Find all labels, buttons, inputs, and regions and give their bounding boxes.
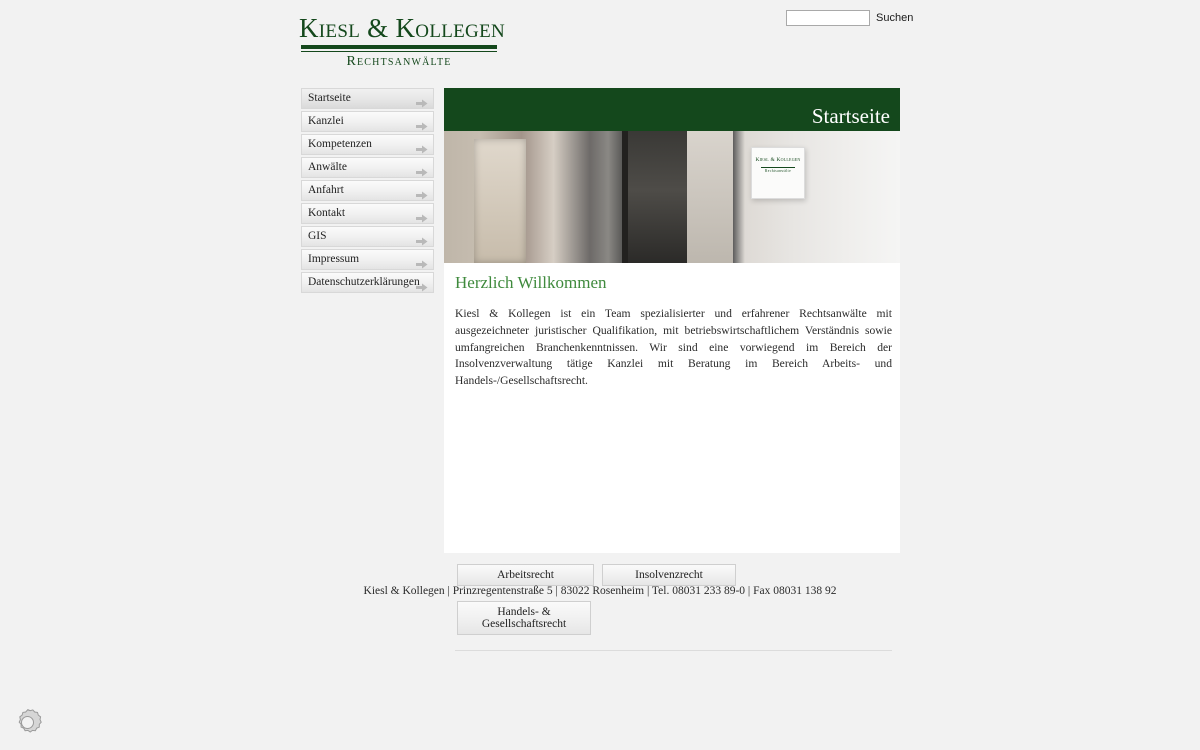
arrow-right-icon (416, 95, 428, 104)
button-insolvenzrecht[interactable]: Insolvenzrecht (602, 564, 736, 586)
arrow-right-icon (416, 279, 428, 288)
arrow-right-icon (416, 256, 428, 265)
search-button[interactable]: Suchen (876, 12, 914, 24)
sidebar-item-label: GIS (308, 230, 327, 242)
cookie-settings-icon[interactable] (12, 707, 43, 738)
logo-primary-text: Kiesl & Kollegen (299, 13, 505, 43)
search-area (786, 10, 913, 26)
arrow-right-icon (416, 118, 428, 127)
button-handels-gesellschaftsrecht[interactable]: Handels- & Gesellschaftsrecht (457, 601, 591, 635)
button-arbeitsrecht[interactable]: Arbeitsrecht (457, 564, 594, 586)
sidebar-item-label: Kontakt (308, 207, 346, 219)
hero-office-sign (751, 147, 805, 199)
sidebar-item-impressum[interactable] (301, 249, 434, 270)
sidebar-item-kanzlei[interactable] (301, 111, 434, 132)
hero-image (444, 131, 900, 263)
sidebar-item-label: Startseite (308, 92, 351, 104)
logo-rule-thick (301, 45, 497, 49)
sidebar-item-anfahrt[interactable] (301, 180, 434, 201)
site-header (0, 0, 1200, 72)
intro-paragraph: Kiesl & Kollegen ist ein Team spezialisierter und erfahrener Rechtsanwälte mit ausgezeichneter juristischer Qualifikation, mit betriebswirtschaftlichem Verständnis sowie umfangreichen Branchenkenntnissen. Wir sind eine vorwiegend im Bereich der Insolvenzverwaltung tätige Kanzlei mit Beratung im Bereich Arbeits- und Handels-/Gesellschaftsrecht. (455, 307, 892, 388)
arrow-right-icon (416, 233, 428, 242)
search-input[interactable] (786, 10, 870, 26)
hero-wall-panel (687, 131, 733, 263)
sidebar-item-kontakt[interactable] (301, 203, 434, 224)
sidebar-item-label: Datenschutzerklärungen (308, 276, 420, 288)
sidebar-navigation (301, 88, 436, 295)
arrow-right-icon (416, 164, 428, 173)
page-banner (444, 88, 900, 131)
hero-sign-rule (761, 167, 795, 168)
arrow-right-icon (416, 210, 428, 219)
sidebar-item-gis[interactable] (301, 226, 434, 247)
sidebar-item-label: Kompetenzen (308, 138, 372, 150)
hero-sign-secondary-text: Rechtsanwälte (764, 169, 792, 173)
sidebar-item-label: Impressum (308, 253, 360, 265)
sidebar-item-kompetenzen[interactable] (301, 134, 434, 155)
page-title: Startseite (811, 104, 890, 128)
site-logo[interactable] (299, 13, 505, 70)
site-footer: Kiesl & Kollegen | Prinzregentenstraße 5 | 83022 Rosenheim | Tel. 08031 233 89-0 | Fax 08031 138 92 (363, 585, 837, 597)
content-divider (455, 650, 892, 651)
welcome-heading: Herzlich Willkommen (455, 273, 607, 292)
sidebar-item-datenschutzerklaerungen[interactable] (301, 272, 434, 293)
arrow-right-icon (416, 141, 428, 150)
arrow-right-icon (416, 187, 428, 196)
logo-secondary-text: Rechtsanwälte (346, 54, 452, 70)
sidebar-item-label: Kanzlei (308, 115, 344, 127)
sidebar-item-startseite[interactable] (301, 88, 434, 109)
sidebar-item-anwaelte[interactable] (301, 157, 434, 178)
sidebar-item-label: Anfahrt (308, 184, 344, 196)
hero-door (474, 139, 526, 263)
logo-rule-thin (301, 51, 497, 52)
sidebar-item-label: Anwälte (308, 161, 347, 173)
hero-sign-primary-text: Kiesl & Kollegen (755, 157, 801, 163)
